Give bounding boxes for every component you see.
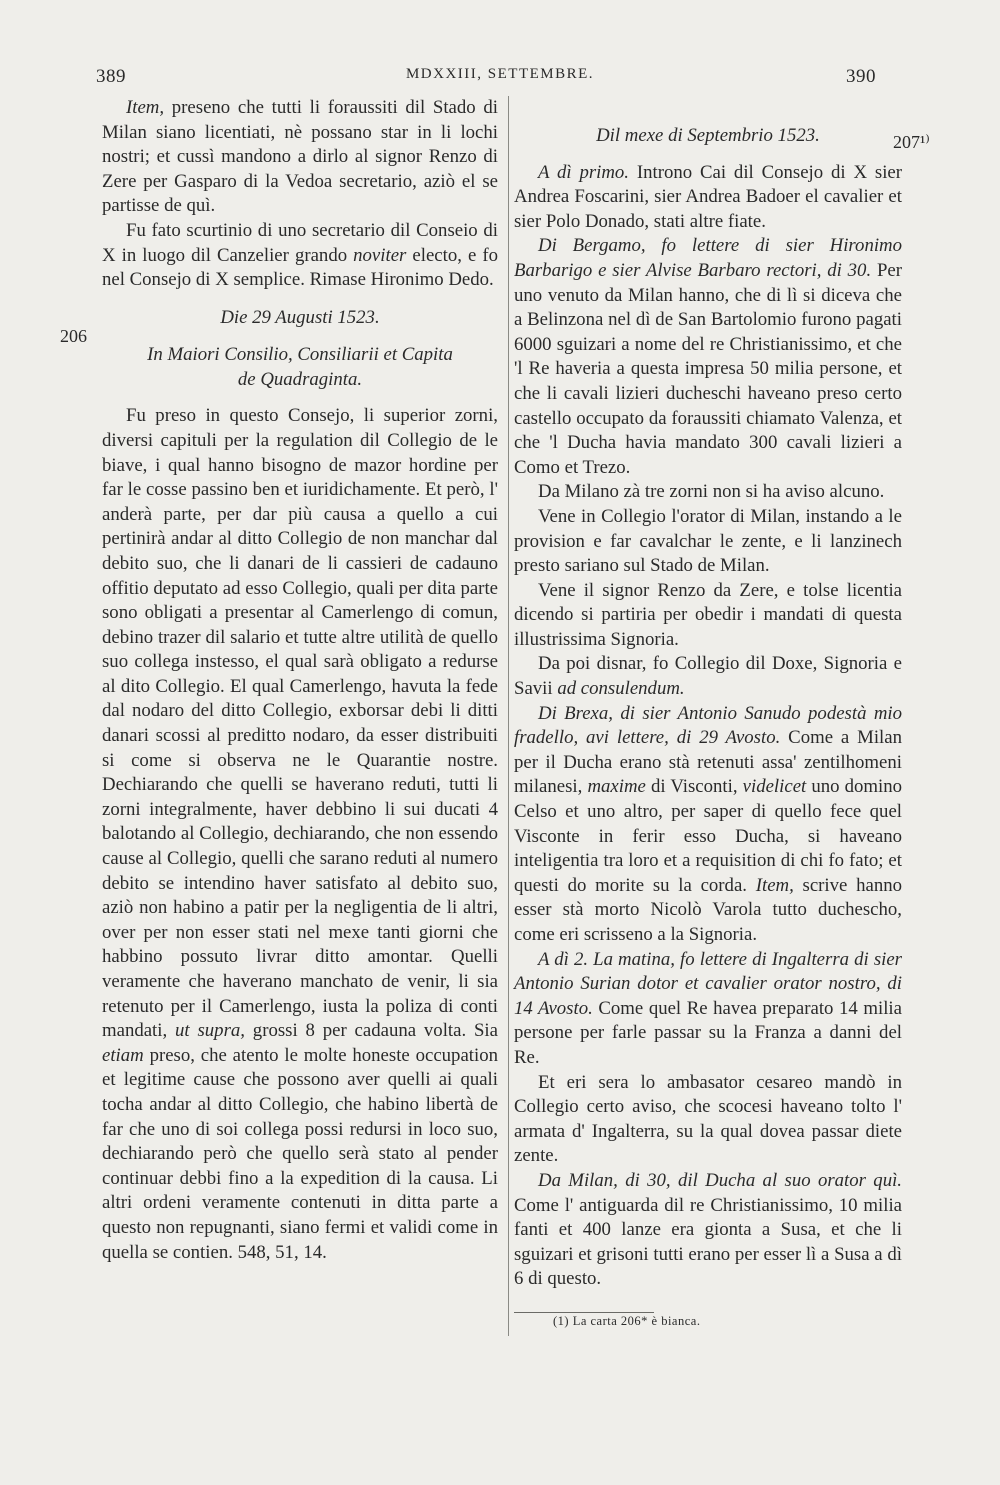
paragraph — [514, 161, 902, 235]
italic-text: noviter — [353, 244, 407, 266]
page-number-left: 389 — [96, 66, 126, 87]
italic-text: Item, — [126, 97, 165, 118]
italic-text: Item, — [755, 874, 794, 896]
subheading-line: In Maiori Consilio, Consiliarii et Capita — [147, 344, 453, 366]
subheading-line: de Quadraginta. — [237, 369, 363, 391]
margin-folio-right: 207¹⁾ — [893, 132, 930, 152]
footnote: (1) La carta 206* è bianca. — [553, 1314, 701, 1328]
paragraph — [102, 219, 498, 293]
paragraph-text: Come l' antiguarda dil re Christianissimo, 10 milia fanti et 400 lanze era gionta a Susa, et che li sguizari et grisoni tutti erano per esser lì a Susa a dì 6 di questo. — [514, 1194, 902, 1290]
italic-text: A dì 2. La matina, fo lettere di Ingalterra di sier Antonio Surian dotor et cavalier orator nostro, di 14 Avosto. — [514, 948, 902, 1019]
date-heading: Die 29 Augusti 1523. — [220, 306, 380, 328]
page-number-right: 390 — [846, 66, 876, 87]
paragraph-text: di Visconti, — [645, 776, 743, 798]
paragraph-text: Come a Milan per il Ducha erano stà retenuti assa' zentilhomeni milanesi, — [514, 727, 902, 798]
paragraph-text: preseno che tutti li foraussiti dil Stado di Milan siano licentiati, nè possano star in li lochi nostri; et cussì mandono a dirlo al signor Renzo di Zere per Gasparo di la Vedoa secretario, aziò el se partisse de quì. — [102, 97, 498, 217]
paragraph-text: Fu fato scurtinio di uno secretario dil Conseio di X in luogo dil Canzelier grando — [102, 219, 498, 266]
paragraph — [102, 404, 498, 1265]
paragraph — [514, 1169, 902, 1292]
paragraph-text: grossi 8 per cadauna volta. Sia — [244, 1020, 498, 1042]
italic-text: ad consulendum. — [557, 678, 685, 700]
paragraph — [514, 234, 902, 480]
paragraph-text: electo, e fo nel Consejo di X semplice. Rimase Hironimo Dedo. — [102, 244, 498, 291]
italic-text: videlicet — [742, 776, 807, 798]
italic-text: Da Milan, di 30, dil Ducha al suo orator quì. — [538, 1169, 902, 1191]
paragraph: Da Milano zà tre zorni non si ha aviso alcuno. — [538, 481, 885, 503]
paragraph: Et eri sera lo ambasator cesareo mandò in Collegio certo aviso, che scocesi haveano tolto l' armata d' Ingalterra, su la qual dovea passar diete zente. — [514, 1071, 902, 1167]
paragraph-text: Introno Cai dil Consejo di X sier Andrea Foscarini, sier Andrea Badoer el cavalier et sier Polo Donado, stati altre fiate. — [514, 161, 902, 232]
paragraph-text: Fu preso in questo Consejo, li superior zorni, diversi capituli per la regulation dil Collegio de le biave, i qual hanno bisogno de mazor hordine per far le cosse passino ben et iuridichamente. Et però, l' anderà parte, per dar più causa a quello a cui pertinirà andar al ditto Collegio de non manchar dal debito suo, che li danari de li cassieri de cadauno offitio deputato ad esso Collegio, quali per dita parte sono obligati a presentar al Camerlengo di comun, debino trazer dil salario et tutte altre utilità de quello suo collega instesso, el qual sarà obligato a redurse al dito Collegio. El qual Camerlengo, havuta la fede dal nodaro del ditto Collegio, exborsar debi li ditti danari scossi al preditto nodaro, da esser distribuiti si come si observa ne le Quarantie nostre. Dechiarando che quelli se haverano reduti, tutti li zorni integralmente, haver debbino li sui ducati 4 balotando al Collegio, dechiarando, che non essendo cause al Collegio, quelli che sarano reduti al numero debito se intendino haver satisfato al debito suo, aziò non habino a patir per la negligentia de li altri, over per non esser stati nel mexe tanti giorni che habbino possuto livrar ditto amontar. Quelli veramente che haverano manchato de venir, li sia retenuto per il Camerlengo, iusta la poliza di conti mandati, — [102, 405, 498, 1042]
paragraph-text: Da poi disnar, fo Collegio dil Doxe, Signoria e Savii — [514, 653, 902, 700]
right-column — [514, 96, 902, 1292]
italic-text: maxime — [587, 776, 646, 798]
paragraph — [514, 702, 902, 948]
paragraph — [514, 948, 902, 1071]
paragraph-text: preso, che atento le molte honeste occupation et legitime cause che possono aver quelli ai quali tocha andar al ditto Collegio, che habino libertà de far che uno di soi collega possi redursi in loco suo, dechiarando però che quello serà stato al pender continuar debbi fino a la expedition di la causa. Li altri ordeni veramente contenuti in ditta parte a questo non repugnanti, siano fermi et validi come in quella se contien. 548, 51, 14. — [102, 1044, 498, 1263]
italic-text: Di Bergamo, fo lettere di sier Hironimo Barbarigo e sier Alvise Barbaro rectori, di 30. — [514, 235, 902, 281]
paragraph-text: Come quel Re havea preparato 14 milia persone per farle passar su la Franza a danni del Re. — [514, 997, 902, 1068]
margin-folio-left: 206 — [60, 326, 87, 346]
italic-text: A dì primo. — [538, 161, 630, 183]
footnote-rule — [514, 1312, 654, 1313]
italic-text: Di Brexa, di sier Antonio Sanudo podestà mio fradello, avi lettere, di 29 Avosto. — [514, 702, 902, 749]
month-heading: Dil mexe di Septembrio 1523. — [596, 125, 820, 146]
paragraph-text: scrive hanno esser stà morto Nicolò Varola tutto duchescho, come eri scrisseno a la Signoria. — [514, 874, 903, 945]
paragraph — [514, 652, 902, 701]
section-subheading — [102, 342, 498, 392]
italic-text: etiam — [102, 1044, 144, 1066]
paragraph-text: uno domino Celso et uno altro, per saper di quello fece quel Visconte in ferir esso Ducha, si haveano inteligentia tra loro et a requisition di chi fo fato; et questi do morite su la corda. — [514, 776, 903, 896]
paragraph: Vene in Collegio l'orator di Milan, instando a le provision e far cavalchar le zente, e li lanzinech presto sariano sul Stado de Milan. — [514, 505, 902, 577]
left-column — [102, 96, 498, 1265]
paragraph: Vene il signor Renzo da Zere, e tolse licentia dicendo si partiria per obedir i mandati di questa illustrissima Signoria. — [514, 579, 902, 650]
paragraph-text: Per uno venuto da Milan hanno, che di lì si diceva che a Belinzona nel dì de San Bartolomio furono pagati 6000 sguizari a nome del re Christianissimo, et che 'l Re haveria a questa impresa 50 milia persone, et che li cavali lizieri ducheschi haveano preso certo castello occupato da foraussiti chiamato Valenza, et che 'l Ducha havia mandato 300 cavali lizieri a Como et Trezo. — [514, 259, 903, 478]
paragraph — [102, 96, 498, 219]
running-title: MDXXIII, SETTEMBRE. — [405, 66, 595, 82]
italic-text: ut supra, — [175, 1020, 245, 1042]
column-divider — [508, 96, 509, 1336]
